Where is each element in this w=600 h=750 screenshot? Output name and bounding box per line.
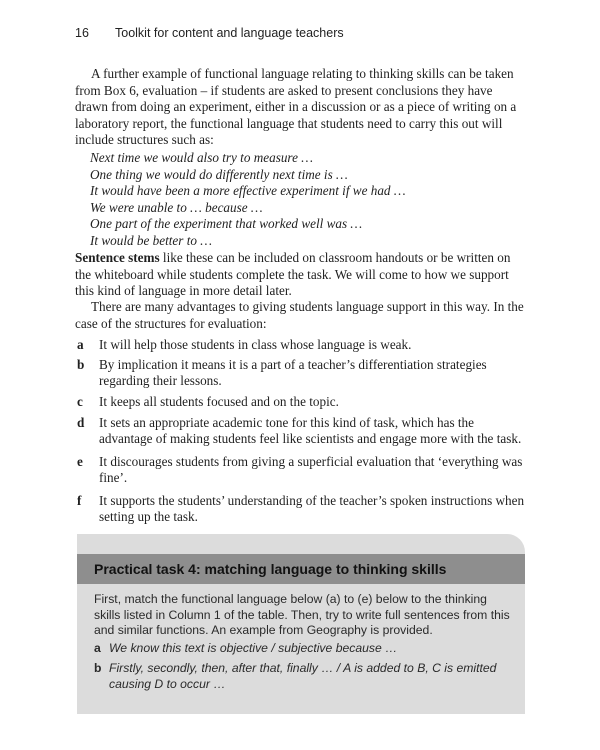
list-letter: b [77, 357, 85, 372]
paragraph-1: A further example of functional language relating to thinking skills can be taken from Box 6, evaluation – if students are asked to present conclusions they have drawn from doing an experiment, either in a discussion or as a piece of writing on a laboratory report, the functional language that students need to carry this out will include structures such as: [75, 66, 517, 148]
example-line: Next time we would also try to measure … [90, 150, 313, 165]
list-text: It sets an appropriate academic tone for this kind of task, which has the advantage of making students feel like scientists and engage more with the task. [99, 415, 522, 446]
list-item [75, 493, 530, 525]
advantages-list [75, 337, 530, 525]
practical-task-box [77, 534, 525, 714]
task-item [94, 661, 514, 692]
paragraph-2 [75, 250, 527, 300]
example-line: It would have been a more effective experiment if we had … [90, 183, 406, 199]
paragraph-sentence-stems [75, 250, 527, 300]
list-text: By implication it means it is a part of a teacher’s differentiation strategies regarding their lessons. [99, 357, 487, 388]
list-item [75, 415, 530, 447]
list-letter: e [77, 454, 83, 469]
list-item [75, 337, 530, 353]
example-line: It would be better to … [90, 232, 212, 248]
term-sentence-stems: Sentence stems [75, 250, 160, 265]
list-item [75, 357, 530, 389]
practical-task-title: Practical task 4: matching language to thinking skills [77, 554, 525, 584]
list-text: It will help those students in class whose language is weak. [99, 337, 412, 352]
example-structures [90, 150, 406, 250]
practical-task-body [94, 592, 514, 693]
task-item [94, 641, 514, 657]
list-text: It discourages students from giving a superficial evaluation that ‘everything was fine’. [99, 454, 523, 485]
page-number: 16 [75, 26, 89, 40]
list-item [75, 394, 530, 410]
list-item [75, 454, 530, 486]
task-item-letter: a [94, 640, 101, 655]
list-letter: d [77, 415, 85, 430]
task-item-letter: b [94, 661, 102, 676]
running-header [75, 26, 344, 40]
paragraph-2-text: like these can be included on classroom handouts or be written on the whiteboard while students complete the task. We will come to how we support this kind of language in more detail later. [75, 250, 511, 299]
list-letter: a [77, 337, 84, 352]
example-line: One thing we would do differently next time is … [90, 166, 348, 182]
list-text: It supports the students’ understanding of the teacher’s spoken instructions when setting up the task. [99, 493, 525, 524]
list-letter: c [77, 394, 83, 409]
practical-task-intro: First, match the functional language below (a) to (e) below to the thinking skills listed in Column 1 of the table. Then, try to write full sentences from this and similar functions. An example from Geography is provided. [94, 592, 510, 638]
running-title: Toolkit for content and language teachers [115, 26, 344, 40]
task-item-text: We know this text is objective / subjective because … [109, 640, 398, 655]
list-letter: f [77, 493, 82, 508]
paragraph-advantages-intro [75, 299, 527, 332]
paragraph-3: There are many advantages to giving students language support in this way. In the case of the structures for evaluation: [75, 299, 524, 331]
list-text: It keeps all students focused and on the topic. [99, 394, 339, 409]
example-line: We were unable to … because … [90, 199, 263, 215]
task-item-text: Firstly, secondly, then, after that, finally … / A is added to B, C is emitted causing D to occur … [109, 661, 497, 691]
paragraph-intro [75, 66, 527, 149]
example-line: One part of the experiment that worked well was … [90, 216, 363, 232]
